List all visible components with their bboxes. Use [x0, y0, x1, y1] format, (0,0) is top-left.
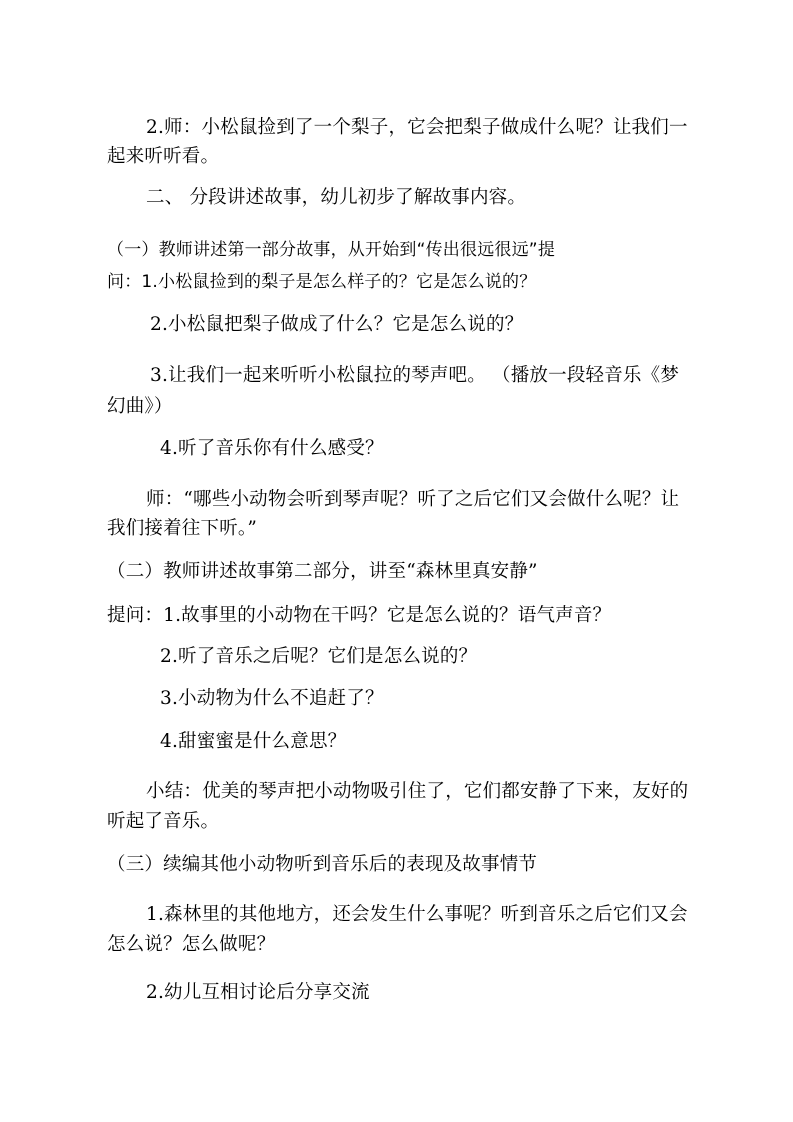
teacher-line-1: 师：“哪些小动物会听到琴声呢？听了之后它们又会做什么呢？让: [146, 489, 680, 510]
subsection-heading-2: （二）教师讲述故事第二部分，讲至“森林里真安静”: [107, 561, 538, 582]
task-line-1: 1.森林里的其他地方，还会发生什么事呢？听到音乐之后它们又会: [146, 904, 688, 925]
question-line-4: 4.听了音乐你有什么感受？: [160, 438, 384, 459]
question-line-7: 3.小动物为什么不追赶了？: [160, 688, 384, 709]
teacher-line-2: 我们接着往下听。”: [107, 518, 258, 539]
subsection-heading-1: （一）教师讲述第一部分故事，从开始到“传出很远很远”提: [107, 240, 556, 260]
section-heading-2: 二、 分段讲述故事，幼儿初步了解故事内容。: [146, 187, 527, 208]
question-line-8: 4.甜蜜蜜是什么意思？: [160, 731, 347, 752]
task-line-1-cont: 怎么说？怎么做呢？: [107, 934, 276, 955]
question-line-6: 2.听了音乐之后呢？它们是怎么说的？: [160, 646, 478, 667]
paragraph-line-2: 起来听听看。: [107, 146, 220, 167]
question-line-1: 问：1.小松鼠捡到的梨子是怎么样子的？它是怎么说的？: [107, 272, 537, 292]
question-line-5: 提问：1.故事里的小动物在干吗？它是怎么说的？语气声音？: [107, 605, 612, 626]
paragraph-line-1: 2.师：小松鼠捡到了一个梨子，它会把梨子做成什么呢？让我们一: [146, 117, 688, 138]
question-line-3: 3.让我们一起来听听小松鼠拉的琴声吧。 （播放一段轻音乐《梦: [150, 365, 680, 386]
subsection-heading-3: （三）续编其他小动物听到音乐后的表现及故事情节: [107, 854, 538, 875]
summary-line-1: 小结：优美的琴声把小动物吸引住了，它们都安静了下来，友好的: [146, 781, 689, 802]
question-line-2: 2.小松鼠把梨子做成了什么？它是怎么说的？: [150, 314, 524, 335]
task-line-2: 2.幼儿互相讨论后分享交流: [146, 982, 370, 1003]
question-line-3-cont: 幻曲》）: [107, 396, 173, 417]
summary-line-2: 听起了音乐。: [107, 811, 220, 832]
